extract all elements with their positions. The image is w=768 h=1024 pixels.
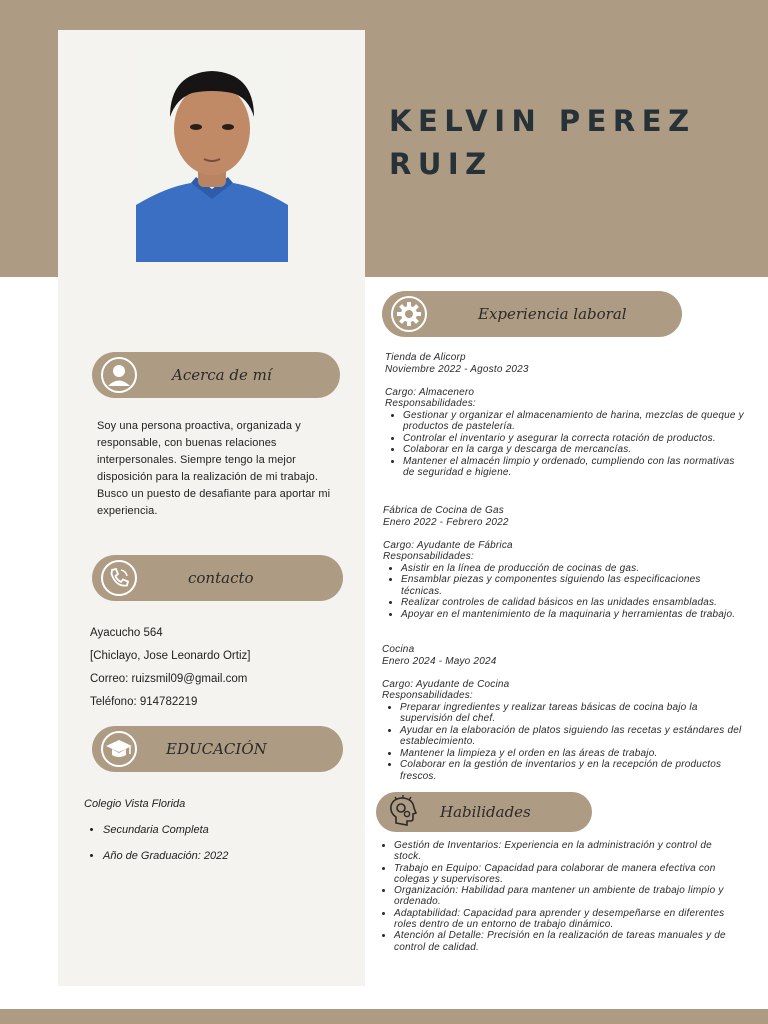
contact-heading (92, 555, 343, 601)
job-entry-3 (382, 644, 742, 782)
contact-title: contacto (188, 569, 254, 587)
list-item: • Secundaria Completa (103, 817, 354, 843)
name-line-2: RUIZ (389, 147, 493, 181)
contact-address: Ayacucho 564 (90, 627, 163, 639)
list-item: • Colaborar en la gestión de inventarios y en la recepción de productos frescos. (400, 759, 742, 782)
job-company: Cocina (382, 644, 415, 655)
job-responsibilities (383, 563, 743, 621)
list-item: • Gestión de Inventarios: Experiencia en la administración y control de stock. (394, 840, 740, 863)
skills-section (380, 840, 740, 953)
skills-heading (376, 792, 592, 832)
list-item: • Año de Graduación: 2022 (103, 843, 354, 869)
education-list (84, 817, 354, 869)
skills-list (380, 840, 740, 953)
list-item: • Organización: Habilidad para mantener un ambiente de trabajo limpio y ordenado. (394, 885, 740, 908)
contact-reference: [Chiclayo, Jose Leonardo Ortiz] (90, 650, 251, 662)
list-item: • Ensamblar piezas y componentes siguiendo las especificaciones técnicas. (401, 574, 743, 597)
list-item: • Adaptabilidad: Capacidad para aprender y desempeñarse en diferentes roles dentro de un entorno de trabajo dinámico. (394, 908, 740, 931)
job-entry-2 (383, 505, 743, 620)
education-heading (92, 726, 343, 772)
list-item: • Apoyar en el mantenimiento de la maquinaria y herramientas de trabajo. (401, 609, 743, 621)
job-dates: Enero 2024 - Mayo 2024 (382, 655, 497, 667)
list-item: • Trabajo en Equipo: Capacidad para colaborar de manera efectiva con colegas y supervisores. (394, 863, 740, 886)
education-section (84, 797, 354, 869)
list-item: • Gestionar y organizar el almacenamiento de harina, mezclas de queque y productos de pastelería. (403, 410, 745, 433)
list-item: • Mantener el almacén limpio y ordenado, cumpliendo con las normativas de seguridad e higiene. (403, 456, 745, 479)
job-responsibilities-label: Responsabilidades: (385, 398, 476, 409)
job-entry-1 (385, 352, 745, 479)
experience-heading (382, 291, 682, 337)
about-text: Soy una persona proactiva, organizada y responsable, con buenas relaciones interpersonales. Siempre tengo la mejor disposición para la realización de mi trabajo. Busco un puesto de desafiante para aportar mi experiencia. (97, 420, 331, 517)
list-item: • Asistir en la línea de producción de cocinas de gas. (401, 563, 743, 575)
phone-icon (100, 559, 138, 597)
job-role: Cargo: Ayudante de Fábrica (383, 539, 513, 551)
list-item: • Preparar ingredientes y realizar tareas básicas de cocina bajo la supervisión del chef. (400, 702, 742, 725)
list-item: • Realizar controles de calidad básicos en las unidades ensambladas. (401, 597, 743, 609)
experience-title: Experiencia laboral (478, 305, 627, 323)
job-responsibilities (385, 410, 745, 479)
job-responsibilities-label: Responsabilidades: (382, 690, 473, 701)
job-responsibilities (382, 702, 742, 783)
job-role: Cargo: Ayudante de Cocina (382, 678, 510, 690)
contact-email: Correo: ruizsmil09@gmail.com (90, 673, 248, 685)
candidate-name (389, 100, 696, 186)
list-item: • Controlar el inventario y asegurar la correcta rotación de productos. (403, 433, 745, 445)
contact-details (90, 625, 355, 717)
job-dates: Noviembre 2022 - Agosto 2023 (385, 363, 529, 375)
list-item: • Colaborar en la carga y descarga de mercancías. (403, 444, 745, 456)
job-company: Fábrica de Cocina de Gas (383, 505, 504, 516)
profile-photo (136, 47, 288, 262)
list-item: • Atención al Detalle: Precisión en la realización de tareas manuales y de control de calidad. (394, 930, 740, 953)
list-item: • Mantener la limpieza y el orden en las áreas de trabajo. (400, 748, 742, 760)
name-line-1: KELVIN PEREZ (389, 104, 696, 138)
education-title: EDUCACIÓN (166, 740, 267, 758)
user-icon (100, 356, 138, 394)
job-dates: Enero 2022 - Febrero 2022 (383, 516, 509, 528)
job-responsibilities-label: Responsabilidades: (383, 551, 474, 562)
skills-title: Habilidades (440, 803, 531, 821)
gear-icon (390, 295, 428, 333)
job-role: Cargo: Almacenero (385, 386, 475, 398)
graduation-cap-icon (100, 730, 138, 768)
about-heading (92, 352, 340, 398)
about-title: Acerca de mí (172, 366, 272, 384)
head-gears-icon (384, 793, 422, 831)
footer-band (0, 1009, 768, 1024)
school-name: Colegio Vista Florida (84, 798, 186, 810)
job-company: Tienda de Alicorp (385, 352, 466, 363)
list-item: • Ayudar en la elaboración de platos siguiendo las recetas y estándares del establecimiento. (400, 725, 742, 748)
contact-phone: Teléfono: 914782219 (90, 696, 198, 708)
